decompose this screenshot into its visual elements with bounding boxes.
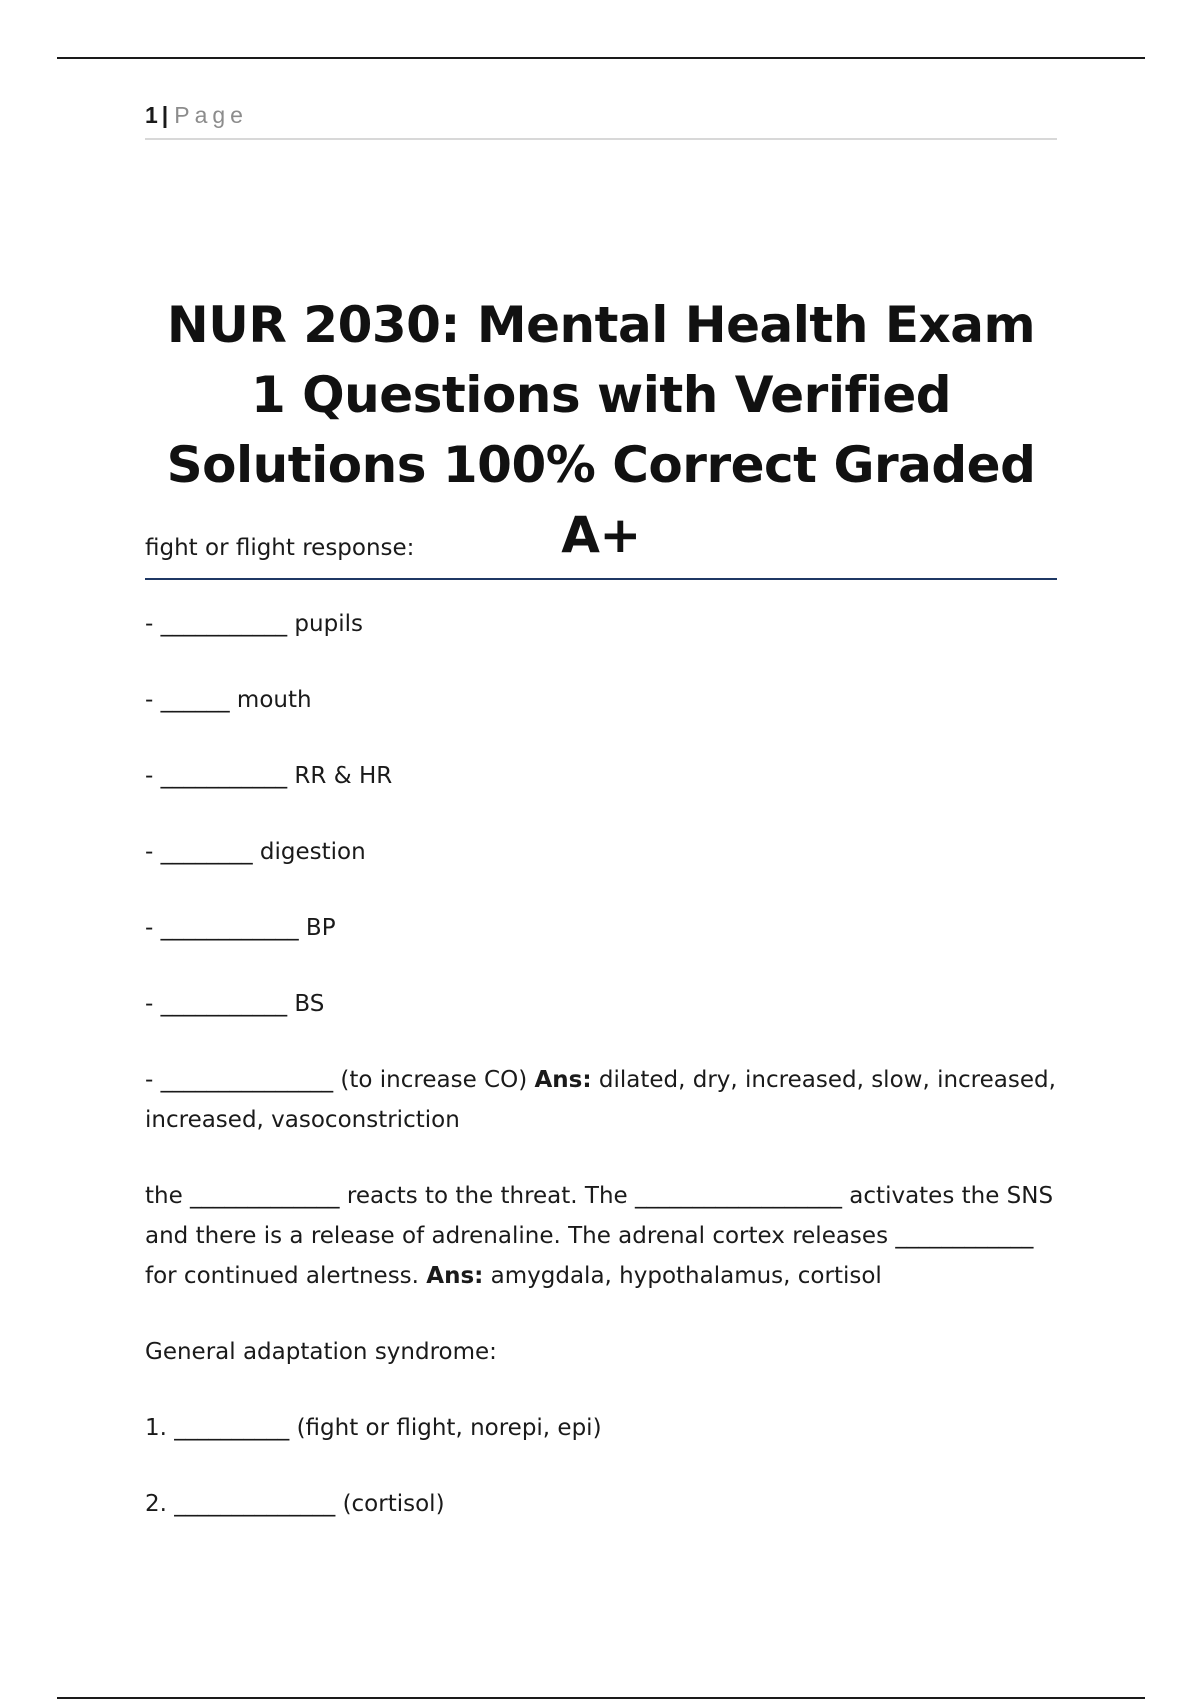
question-1-item-mouth: - ______ mouth [145, 687, 312, 713]
page-header-separator: | [161, 102, 169, 128]
question-2-text: the _____________ reacts to the threat. The __________________ activates the SNS and there is a release of adrenaline. The adrenal cortex releases ____________ for continued alertness. [145, 1183, 1054, 1289]
question-2-answer: amygdala, hypothalamus, cortisol [490, 1263, 882, 1289]
question-3-prompt: General adaptation syndrome: [145, 1339, 497, 1365]
page-bottom-rule [57, 1697, 1145, 1699]
document-title: NUR 2030: Mental Health Exam 1 Questions with Verified Solutions 100% Correct Graded A+ [145, 290, 1057, 580]
question-1-item-bs: - ___________ BS [145, 991, 325, 1017]
page-label: Page [174, 102, 248, 128]
page-number: 1 [145, 102, 158, 128]
question-2 [145, 1176, 1057, 1296]
question-1-item-bp: - ____________ BP [145, 915, 336, 941]
answer-label: Ans: [426, 1263, 484, 1289]
question-1-item-rr-hr: - ___________ RR & HR [145, 763, 393, 789]
question-3-item-1: 1. __________ (fight or flight, norepi, epi) [145, 1415, 602, 1441]
question-1-prompt: fight or flight response: [145, 535, 415, 561]
question-3-item-2: 2. ______________ (cortisol) [145, 1491, 445, 1517]
question-1-item-co: - _______________ (to increase CO) [145, 1067, 528, 1093]
question-1-item-digestion: - ________ digestion [145, 839, 366, 865]
document-body [145, 528, 1057, 1560]
page-top-rule [57, 57, 1145, 59]
question-1-last-item [145, 1060, 1057, 1140]
question-1-item-pupils: - ___________ pupils [145, 611, 363, 637]
question-1-answer: dilated, dry, increased, slow, increased, increased, vasoconstriction [145, 1067, 1056, 1133]
answer-label: Ans: [534, 1067, 592, 1093]
page-header [145, 98, 1057, 140]
